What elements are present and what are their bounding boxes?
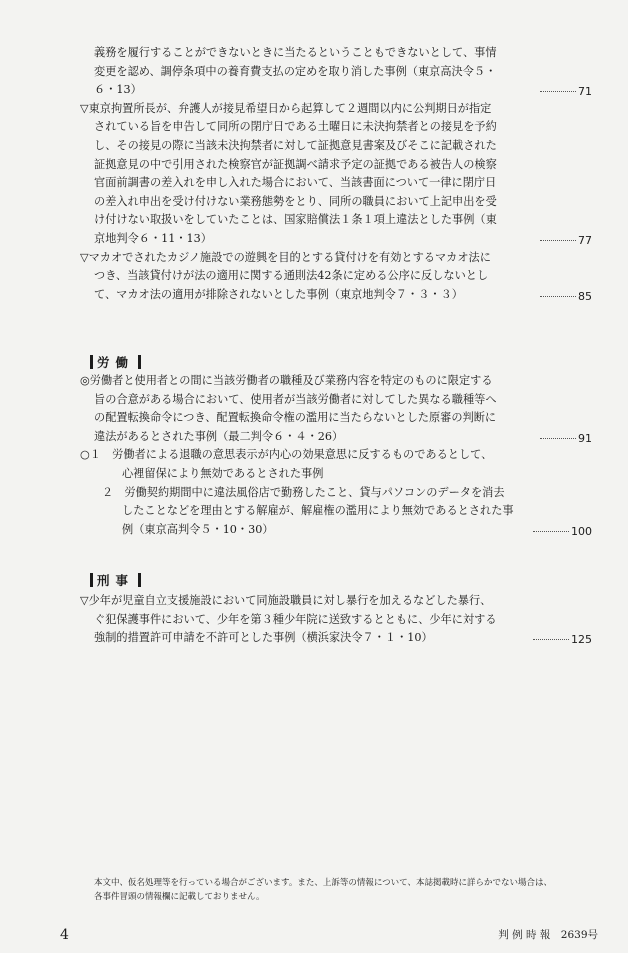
- page-ref: 85: [578, 289, 592, 303]
- section-bar-left: [90, 573, 93, 587]
- entry-line: ６・13）: [94, 83, 142, 97]
- section-bar-right: [138, 573, 141, 587]
- leader-dots: [540, 91, 576, 92]
- page-number: 4: [60, 927, 69, 943]
- entry-line: 官面前調書の差入れを申し入れた場合において、当該書面について一律に閉庁日: [94, 176, 497, 190]
- entry-line: 証拠意見の中で引用された検察官が証拠調べ請求予定の証拠である被告人の検察: [94, 157, 497, 171]
- entry-line: ぐ犯保護事件において、少年を第３種少年院に送致するとともに、少年に対する: [94, 612, 497, 626]
- entry-line: 違法があるとされた事例（最二判令６・４・26）: [94, 429, 344, 443]
- section-bar-left: [90, 355, 93, 369]
- journal-name: 判 例 時 報 2639号: [498, 929, 598, 941]
- footer-note-line: 本文中、仮名処理等を行っている場合がございます。また、上訴等の情報について、本誌掲載時に詳らかでない場合は、: [94, 878, 552, 888]
- entry-line: ▽少年が児童自立支援施設において同施設職員に対し暴行を加えるなどした暴行、: [80, 594, 492, 607]
- entry-line: されている旨を申告して同所の閉庁日である土曜日に未決拘禁者との接見を予約: [94, 120, 497, 134]
- section-title-criminal: 刑事: [97, 573, 135, 588]
- entry-line: の差入れ申出を受け付けない業務態勢をとり、同所の職員において上記申出を受: [94, 194, 497, 208]
- page-ref: 71: [578, 85, 592, 99]
- footer-note-line: 各事件冒頭の情報欄に記載しておりません。: [94, 892, 265, 902]
- entry-line: ▽マカオでされたカジノ施設での遊興を目的とする貸付けを有効とするマカオ法に: [80, 250, 491, 264]
- entry-line: ○１ 労働者による退職の意思表示が内心の効果意思に反するものであるとして、: [80, 448, 493, 462]
- leader-dots: [540, 296, 576, 297]
- entry-page-number: [540, 85, 592, 98]
- entry-line: し、その接見の際に当該未決拘禁者に対して証拠意見書案及びそこに記載された: [94, 139, 497, 152]
- entry-line: ▽東京拘置所長が、弁護人が接見希望日から起算して２週間以内に公判期日が指定: [80, 101, 492, 115]
- footer-note: [94, 876, 552, 904]
- section-heading-labor: [86, 353, 145, 371]
- section-heading-criminal: [86, 571, 145, 589]
- entry-line: ◎労働者と使用者との間に当該労働者の職種及び業務内容を特定のものに限定する: [80, 374, 493, 387]
- entry-page-number: [540, 432, 592, 445]
- entry-line: 京地判令６・11・13）: [94, 232, 212, 245]
- leader-dots: [540, 240, 576, 241]
- leader-dots: [540, 438, 576, 439]
- entry-line: け付けない取扱いをしていたことは、国家賠償法１条１項上違法とした事例（東: [94, 213, 497, 227]
- leader-dots: [533, 531, 569, 532]
- entry-line: つき、当該貸付けが法の適用に関する通則法42条に定める公序に反しないとし: [94, 269, 489, 283]
- entry-line: 例（東京高判令５・10・30）: [122, 522, 274, 536]
- entry-page-number: [540, 234, 592, 247]
- section-bar-right: [138, 355, 141, 369]
- entry-page-number: [540, 290, 592, 303]
- leader-dots: [533, 639, 569, 640]
- entry-line: 心裡留保により無効であるとされた事例: [122, 467, 324, 480]
- page-ref: 91: [578, 431, 592, 445]
- entry-line: したことなどを理由とする解雇が、解雇権の濫用により無効であるとされた事: [122, 504, 514, 518]
- entry-page-number: [533, 525, 592, 538]
- entry-line: 旨の合意がある場合において、使用者が当該労働者に対してした異なる職種等へ: [94, 392, 497, 406]
- section-title-labor: 労働: [97, 355, 135, 370]
- entry-page-number: [533, 633, 592, 646]
- entry-line: ２ 労働契約期間中に違法風俗店で勤務したこと、貸与パソコンのデータを消去: [102, 485, 505, 499]
- entry-line: の配置転換命令につき、配置転換命令権の濫用に当たらないとした原審の判断に: [94, 411, 497, 425]
- page-ref: 77: [578, 234, 592, 247]
- page-ref: 125: [571, 633, 592, 647]
- entry-line: 変更を認め、調停条項中の養育費支払の定めを取り消した事例（東京高決令５・: [94, 64, 497, 78]
- entry-line: 強制的措置許可申請を不許可とした事例（横浜家決令７・１・10）: [94, 631, 433, 645]
- entry-line: 義務を履行することができないときに当たるということもできないとして、事情: [94, 46, 497, 59]
- entry-line: て、マカオ法の適用が排除されないとした事例（東京地判令７・３・３）: [94, 287, 463, 301]
- page-ref: 100: [571, 524, 592, 538]
